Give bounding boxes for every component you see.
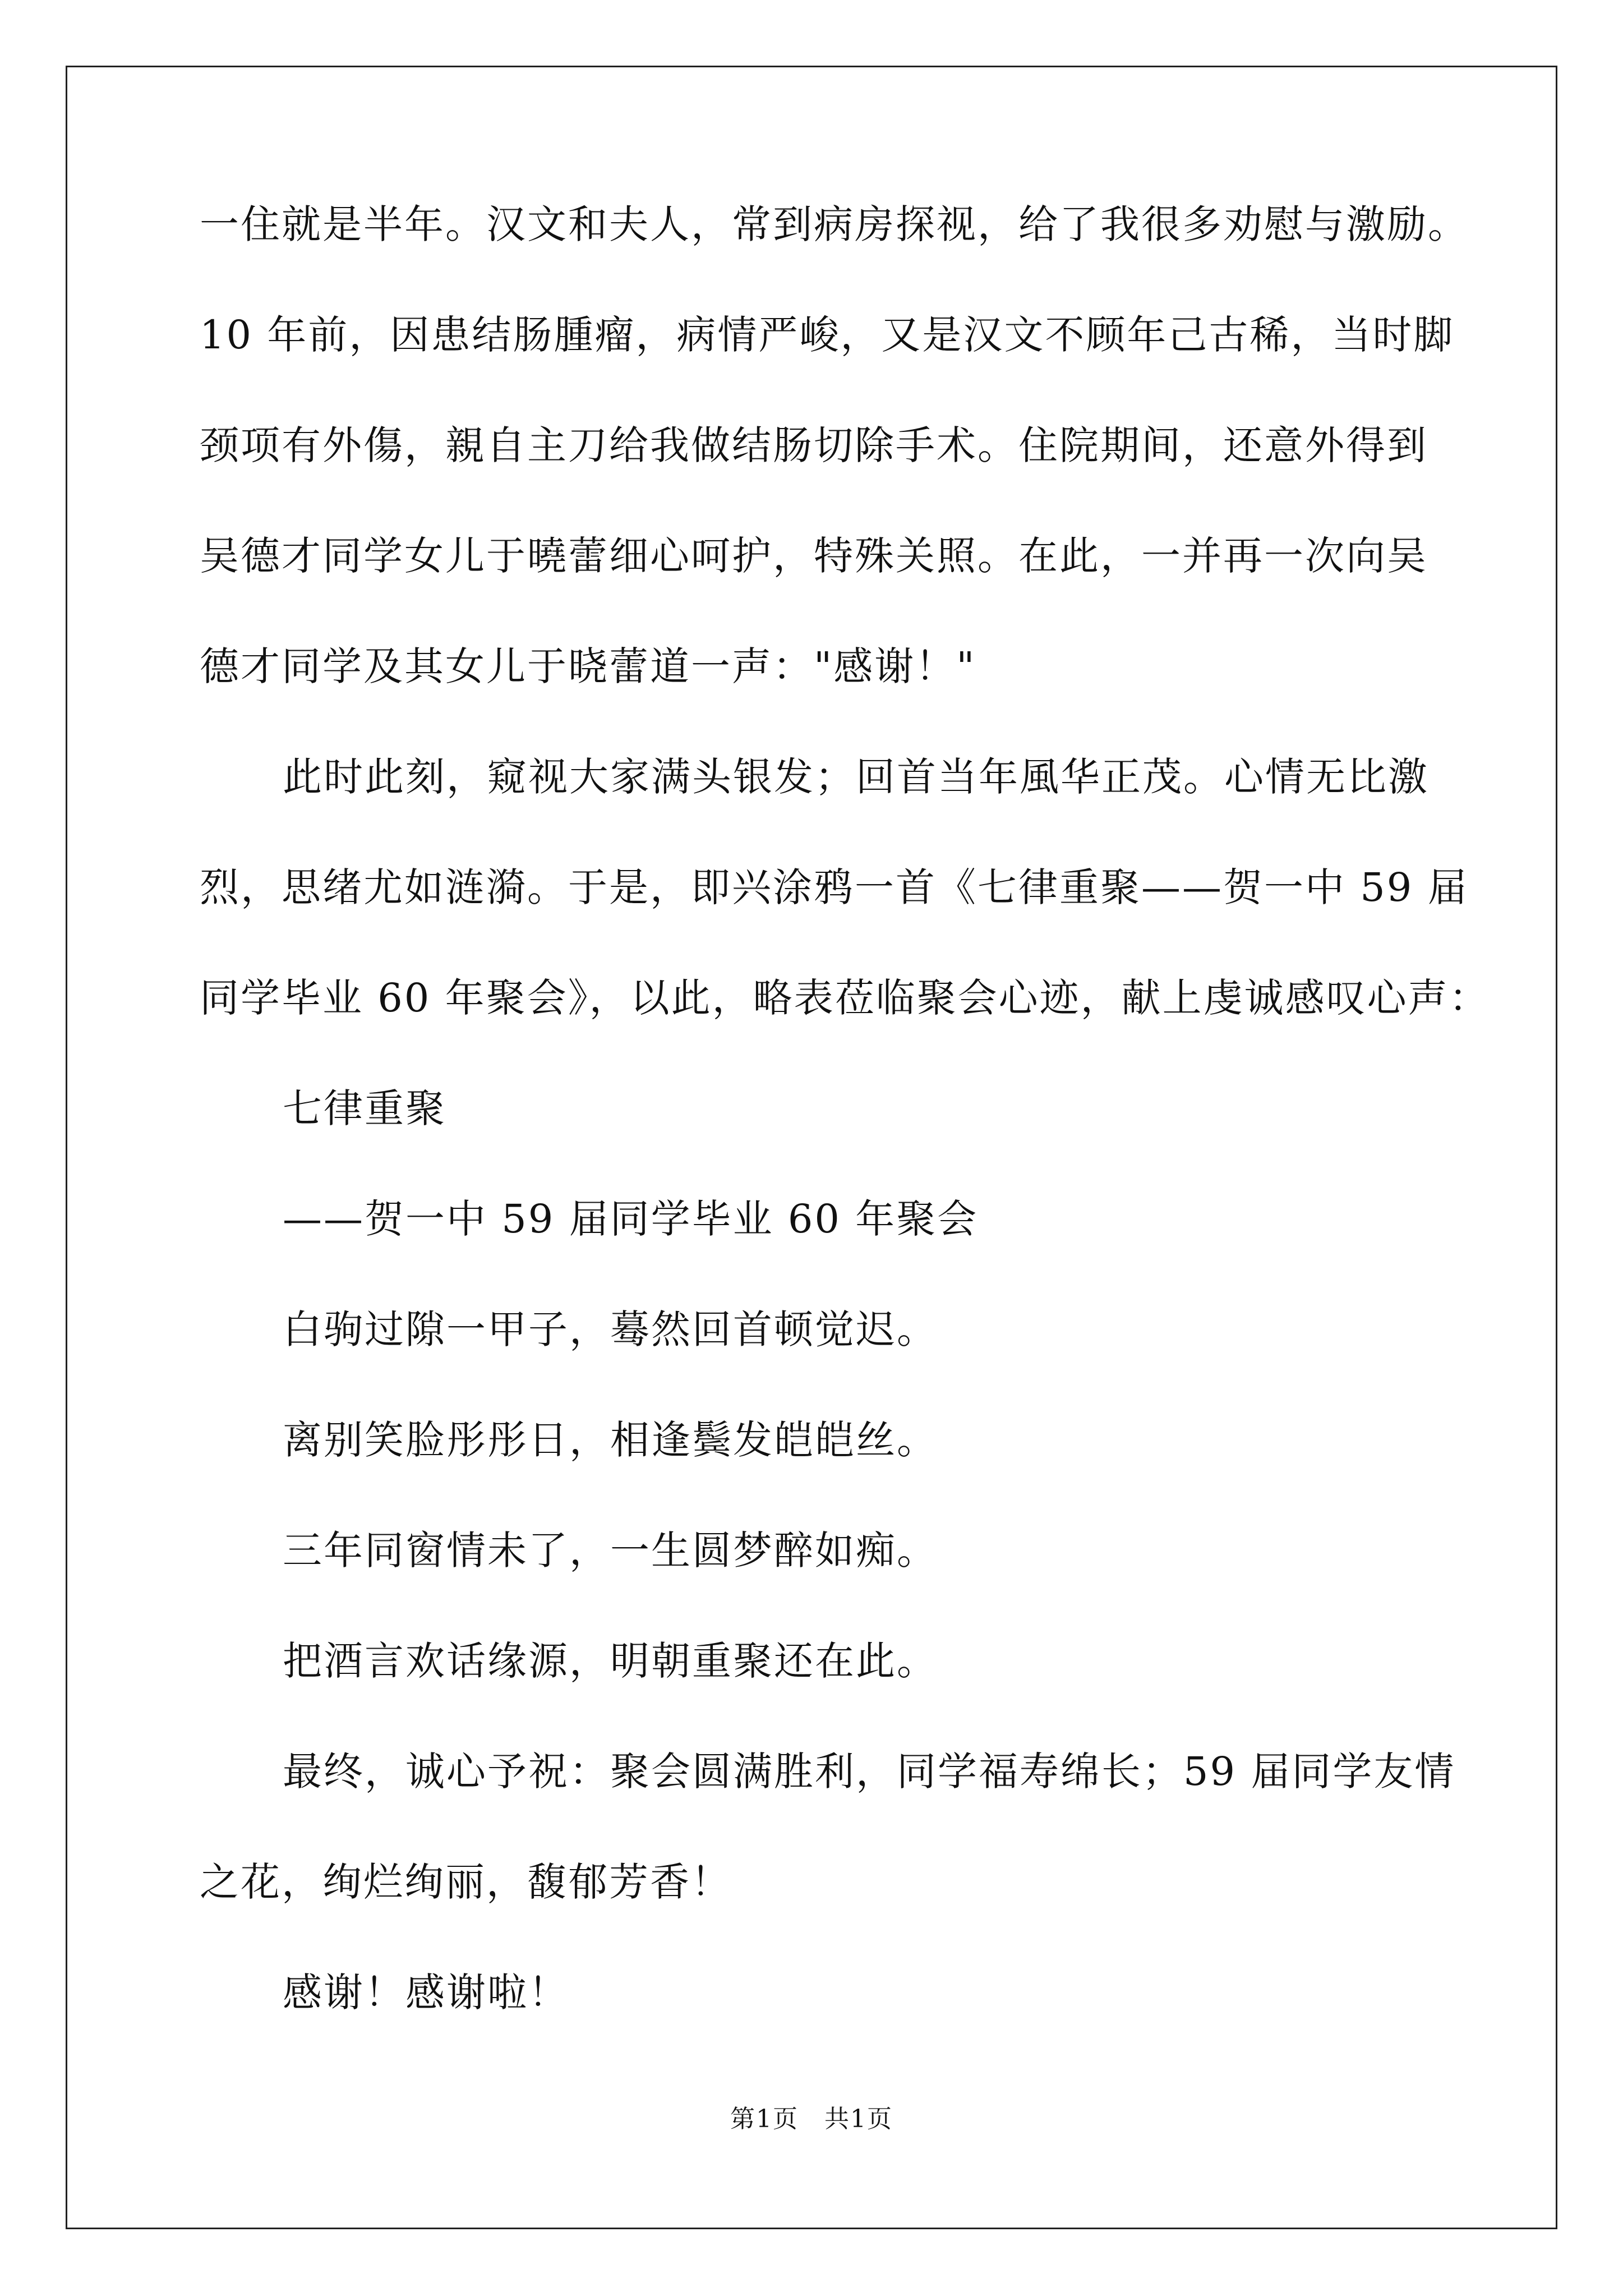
- text-line: 吴德才同学女儿于曉蕾细心呵护，特殊关照。在此，一并再一次向吴: [200, 533, 1428, 579]
- text-line: 之花，绚烂绚丽，馥郁芳香！: [200, 1859, 732, 1905]
- text-line: 10 年前，因患结肠腫瘤，病情严峻，又是汉文不顾年己古稀，当时脚: [200, 312, 1455, 358]
- poem-line: 离别笑脸彤彤日，相逢鬓发皑皑丝。: [283, 1417, 938, 1463]
- page-number-footer: 第1页 共1页: [730, 2105, 893, 2133]
- poem-line: 白驹过隙一甲子，蓦然回首顿觉迟。: [283, 1306, 938, 1352]
- text-line: 同学毕业 60 年聚会》，以此，略表莅临聚会心迹，献上虔诚感叹心声：: [200, 975, 1490, 1021]
- paragraph-start-line: 最终，诚心予祝：聚会圆满胜利，同学福寿绵长；59 届同学友情: [283, 1749, 1456, 1795]
- text-line: 一住就是半年。汉文和夫人，常到病房探视，给了我很多劝慰与激励。: [200, 201, 1469, 247]
- text-line: 德才同学及其女儿于晓蕾道一声："感谢！": [200, 643, 976, 689]
- poem-subtitle: ——贺一中 59 届同学毕业 60 年聚会: [283, 1196, 979, 1242]
- poem-line: 三年同窗情未了，一生圆梦醉如痴。: [283, 1527, 938, 1573]
- text-line: 烈，思绪尤如涟漪。于是，即兴涂鸦一首《七律重聚——贺一中 59 届: [200, 864, 1469, 910]
- poem-title: 七律重聚: [283, 1085, 446, 1131]
- text-line: 颈项有外傷，親自主刀给我做结肠切除手术。住院期间，还意外得到: [200, 422, 1428, 468]
- closing-line: 感谢！感谢啦！: [283, 1970, 569, 2016]
- paragraph-start-line: 此时此刻，窥视大家满头银发；回首当年風华正茂。心情无比激: [283, 754, 1429, 800]
- poem-line: 把酒言欢话缘源，明朝重聚还在此。: [283, 1638, 938, 1684]
